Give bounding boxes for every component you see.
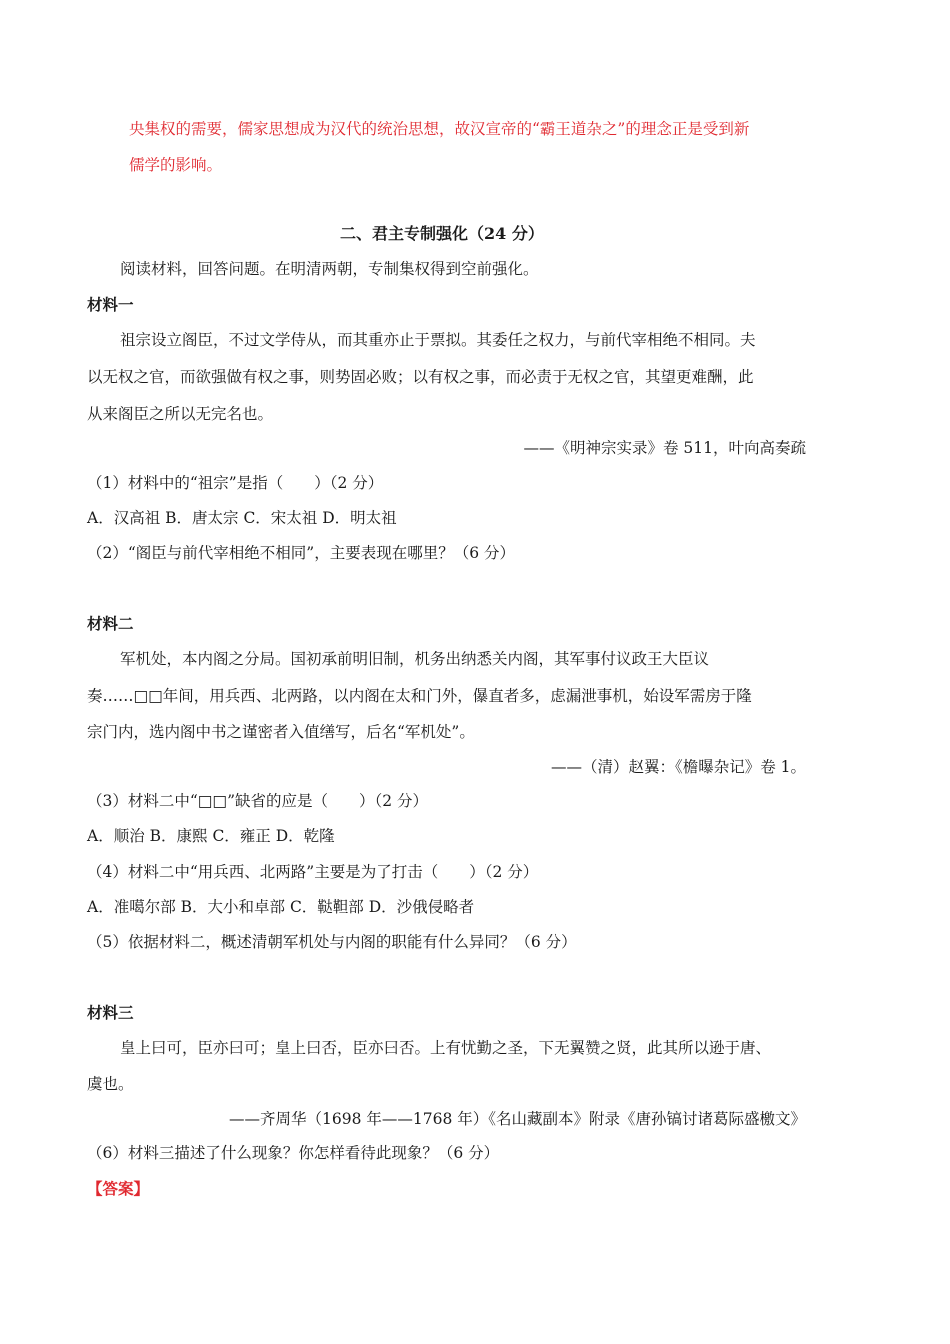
question-3: （3）材料二中“□□”缺省的应是（ ）（2 分） <box>87 792 429 810</box>
material2-text-line: 奏……□□年间，用兵西、北两路，以内阁在太和门外，儤直者多，虑漏泄事机，始设军需房于隆 <box>87 687 752 705</box>
material1-text-line: 从来阁臣之所以无完名也。 <box>87 405 274 423</box>
question-1-options: A．汉高祖 B．唐太宗 C．宋太祖 D．明太祖 <box>87 509 397 527</box>
material3-text-line: 皇上曰可，臣亦曰可；皇上曰否，臣亦曰否。上有忧勤之圣，下无翼赞之贤，此其所以逊于唐、 <box>120 1039 772 1057</box>
question-4: （4）材料二中“用兵西、北两路”主要是为了打击（ ）（2 分） <box>87 863 539 881</box>
material3-source: ——齐周华（1698 年——1768 年）《名山藏副本》附录《唐孙镐讨诸葛际盛檄文》 <box>229 1110 806 1128</box>
intro-line-2: 儒学的影响。 <box>129 156 223 174</box>
question-2: （2）“阁臣与前代宰相绝不相同”，主要表现在哪里？（6 分） <box>87 544 516 562</box>
material2-text-line: 军机处，本内阁之分局。国初承前明旧制，机务出纳悉关内阁，其军事付议政王大臣议 <box>120 650 710 668</box>
question-6: （6）材料三描述了什么现象？你怎样看待此现象？（6 分） <box>87 1144 500 1162</box>
section-title: 二、君主专制强化（24 分） <box>340 224 544 243</box>
material2-text-line: 宗门内，选内阁中书之谨密者入值缮写，后名“军机处”。 <box>87 723 475 741</box>
material2-source: ——（清）赵翼：《檐曝杂记》卷 1。 <box>550 758 806 776</box>
material1-text-line: 祖宗设立阁臣，不过文学侍从，而其重亦止于票拟。其委任之权力，与前代宰相绝不相同。夫 <box>120 331 756 349</box>
material1-text-line: 以无权之官，而欲强做有权之事，则势固必败；以有权之事，而必责于无权之官，其望更难酬，此 <box>87 368 754 386</box>
question-3-options: A．顺治 B．康熙 C．雍正 D．乾隆 <box>87 827 335 845</box>
material1-source: ——《明神宗实录》卷 511，叶向高奏疏 <box>523 439 806 457</box>
material2-label: 材料二 <box>87 614 134 633</box>
answer-label: 【答案】 <box>87 1179 150 1198</box>
question-1: （1）材料中的“祖宗”是指（ ）（2 分） <box>87 474 384 492</box>
material3-label: 材料三 <box>87 1003 134 1022</box>
material3-text-line: 虞也。 <box>87 1075 134 1093</box>
question-5: （5）依据材料二，概述清朝军机处与内阁的职能有什么异同？（6 分） <box>87 933 577 951</box>
intro-line-1: 央集权的需要，儒家思想成为汉代的统治思想，故汉宣帝的“霸王道杂之”的理念正是受到新 <box>129 120 750 138</box>
question-4-options: A．准噶尔部 B．大小和卓部 C．鞑靼部 D．沙俄侵略者 <box>87 898 475 916</box>
material1-label: 材料一 <box>87 295 134 314</box>
section-instruction: 阅读材料，回答问题。在明清两朝，专制集权得到空前强化。 <box>120 260 539 278</box>
